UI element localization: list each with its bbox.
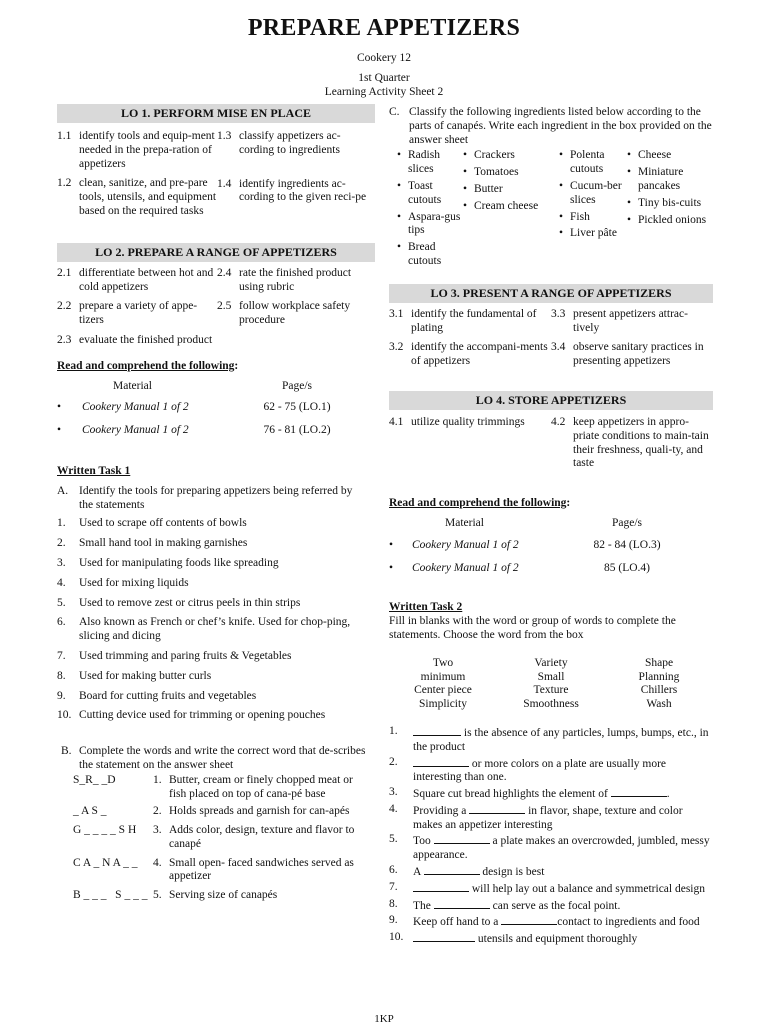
ingredient-item: • Bread cutouts xyxy=(397,241,463,269)
task2-instructions: Fill in blanks with the word or group of words to complete the statements. Choose the word from the box xyxy=(389,615,676,641)
task2-item xyxy=(389,864,713,880)
lo4-heading: LO 4. STORE APPETIZERS xyxy=(389,391,713,410)
objective-number: 3.1 xyxy=(389,307,404,320)
read2-heading xyxy=(389,497,713,511)
item-text xyxy=(413,756,713,786)
pages-cell: 62 - 75 (LO.1) xyxy=(263,401,331,414)
objective-number: 1.1 xyxy=(57,130,72,142)
word-option: Center piece xyxy=(414,684,472,697)
word-clue: _ A S _ xyxy=(73,805,107,818)
part-label: A. xyxy=(57,484,69,497)
item-text: Adds color, design, texture and flavor to canapé xyxy=(169,824,355,850)
item-text: Serving size of canapés xyxy=(169,889,278,902)
ingredient-item: • Cream cheese xyxy=(463,200,559,214)
item-text-after-blank: utensils and equipment thoroughly xyxy=(475,933,638,946)
objective-text: clean, sanitize, and pre-pare tools, utensils, and equipment based on the required tasks xyxy=(79,177,217,217)
read2-heading-text: Read and comprehend the following xyxy=(389,497,567,510)
material-name: Cookery Manual 1 of 2 xyxy=(412,538,519,551)
objective-number: 2.2 xyxy=(57,300,72,313)
objective-item xyxy=(389,341,551,369)
pages-column-header: Page/s xyxy=(611,516,643,529)
objective-item xyxy=(551,308,713,336)
part-instructions: Complete the words and write the correct word that de-scribes the statement on the answer sheet xyxy=(79,745,366,771)
item-text: Also known as French or chef’s knife. Used for chop-ping, slicing and dicing xyxy=(79,616,351,643)
sheet-line: Learning Activity Sheet 2 xyxy=(324,86,444,98)
read2-header-row xyxy=(389,517,713,531)
objective-text: evaluate the finished product xyxy=(79,333,213,346)
objective-item xyxy=(217,130,375,158)
item-text-after-blank: a plate makes an overcrowded, jumbled, messy appearance. xyxy=(413,835,710,862)
word-option: Texture xyxy=(533,684,569,697)
read1-heading-colon: : xyxy=(234,359,239,372)
ingredient-column-1 xyxy=(397,149,463,271)
objective-number: 3.4 xyxy=(551,341,566,354)
ingredient-item: • Cucum-ber slices xyxy=(559,180,627,208)
ingredient-column-2 xyxy=(463,149,559,271)
lo2-heading: LO 2. PREPARE A RANGE OF APPETIZERS xyxy=(57,243,375,262)
objective-item xyxy=(57,267,217,295)
ingredient-item: • Tomatoes xyxy=(463,166,559,180)
item-number: 2. xyxy=(153,805,162,818)
ingredient-item: • Miniature pancakes xyxy=(627,166,707,194)
read2-row xyxy=(389,539,713,553)
page-title: PREPARE APPETIZERS xyxy=(247,15,521,41)
word-option: Chillers xyxy=(640,684,678,697)
objective-text: identify the fundamental of plating xyxy=(411,307,537,334)
word-option: Shape xyxy=(644,656,674,669)
item-text: Small open- faced sandwiches served as appetizer xyxy=(169,856,354,883)
pages-cell: 82 - 84 (LO.3) xyxy=(593,538,661,551)
word-clue: S_R_ _D xyxy=(73,773,116,786)
objective-number: 4.2 xyxy=(551,415,566,428)
part-label: B. xyxy=(61,745,72,758)
task1-part-b xyxy=(57,745,375,773)
answer-blank[interactable] xyxy=(413,931,475,942)
task2-item xyxy=(389,803,713,833)
read1-heading xyxy=(57,360,375,374)
item-number: 5. xyxy=(57,596,66,609)
word-option: minimum xyxy=(420,670,466,683)
word-box xyxy=(389,657,713,712)
material-column-header: Material xyxy=(113,379,152,392)
material-column-header: Material xyxy=(445,516,484,529)
item-number: 9. xyxy=(389,914,398,927)
pages-cell: 76 - 81 (LO.2) xyxy=(263,424,331,437)
part-instructions: Identify the tools for preparing appetizers being referred by the statements xyxy=(79,484,353,511)
item-text-before-blank: A xyxy=(413,866,424,879)
objective-text: follow workplace safety procedure xyxy=(239,300,351,327)
objective-number: 2.4 xyxy=(217,266,232,279)
read2-row xyxy=(389,562,713,576)
answer-blank[interactable] xyxy=(469,803,525,814)
read2-heading-colon: : xyxy=(566,497,571,510)
pages-cell: 85 (LO.4) xyxy=(604,561,650,574)
item-number: 6. xyxy=(389,864,398,877)
word-option: Small xyxy=(537,670,565,683)
objective-text: identify the accompani-ments of appetizers xyxy=(411,341,548,368)
answer-blank[interactable] xyxy=(413,725,461,736)
item-number: 2. xyxy=(57,537,66,550)
objective-item xyxy=(551,416,713,471)
item-text-after-blank: in flavor, shape, texture and color makes an appetizer interesting xyxy=(413,804,683,831)
objective-number: 3.3 xyxy=(551,307,566,320)
partb-item xyxy=(57,774,375,802)
item-text xyxy=(413,931,713,947)
partb-item xyxy=(57,805,375,819)
item-text xyxy=(413,881,713,897)
lo3-heading: LO 3. PRESENT A RANGE OF APPETIZERS xyxy=(389,284,713,303)
answer-blank[interactable] xyxy=(413,881,469,892)
item-number: 1. xyxy=(389,724,398,737)
item-number: 3. xyxy=(153,824,162,837)
lo1-left xyxy=(57,130,217,225)
part-instructions: Classify the following ingredients listed below according to the parts of canapés. Write each ingredient in the box provided on the answer sheet xyxy=(409,106,712,146)
task1-heading: Written Task 1 xyxy=(57,464,131,477)
item-number: 6. xyxy=(57,616,66,629)
lo2-left xyxy=(57,267,217,354)
item-text: Used for mixing liquids xyxy=(79,576,189,589)
item-text-before-blank: Too xyxy=(413,835,434,848)
task1-item xyxy=(57,616,375,644)
pages-column-header: Page/s xyxy=(281,379,313,392)
answer-blank[interactable] xyxy=(611,786,667,797)
ingredient-item: • Cheese xyxy=(627,149,707,163)
item-text xyxy=(413,898,713,914)
word-option: Wash xyxy=(646,698,672,711)
objective-text: identify tools and equip-ment needed in the prepa-ration of appetizers xyxy=(79,130,215,170)
item-text: Holds spreads and garnish for can-apés xyxy=(169,805,350,818)
objective-number: 3.2 xyxy=(389,341,404,354)
item-number: 10. xyxy=(389,931,404,944)
word-option: Variety xyxy=(534,656,568,669)
word-clue: G _ _ _ _ S H xyxy=(73,824,137,837)
item-text xyxy=(413,864,713,880)
item-text: Used for making butter curls xyxy=(79,669,212,682)
lo1-objectives xyxy=(57,130,375,225)
item-number: 4. xyxy=(57,576,66,589)
objective-item xyxy=(389,308,551,336)
task1-items xyxy=(57,517,375,723)
ingredient-column-3 xyxy=(559,149,627,271)
objective-number: 1.4 xyxy=(217,177,232,190)
part-c xyxy=(389,106,713,147)
objective-item xyxy=(57,177,217,218)
task1-item xyxy=(57,650,375,664)
task2-item xyxy=(389,756,713,786)
material-cell: • Cookery Manual 1 of 2 xyxy=(57,401,189,414)
task2-item xyxy=(389,898,713,914)
objective-text: differentiate between hot and cold appetizers xyxy=(79,266,214,293)
partb-item xyxy=(57,889,375,903)
item-text xyxy=(413,803,713,833)
objective-text: rate the finished product using rubric xyxy=(239,266,352,293)
item-text xyxy=(413,914,713,930)
lo2-objectives xyxy=(57,267,375,354)
partb-item xyxy=(57,824,375,852)
objective-text: prepare a variety of appe-tizers xyxy=(79,300,198,327)
task2-item xyxy=(389,931,713,947)
item-text: Butter, cream or finely chopped meat or fish placed on top of cana-pé base xyxy=(169,773,353,800)
item-text-after-blank: will help lay out a balance and symmetrical design xyxy=(469,882,705,895)
lo3-left xyxy=(389,308,551,375)
item-number: 1. xyxy=(57,517,66,530)
task2-item xyxy=(389,725,713,755)
item-text xyxy=(413,725,713,755)
item-number: 9. xyxy=(57,689,66,702)
lo4-objectives xyxy=(389,416,713,477)
item-text-before-blank: Providing a xyxy=(413,804,470,817)
material-name: Cookery Manual 1 of 2 xyxy=(412,561,519,574)
item-text: Cutting device used for trimming or opening pouches xyxy=(79,709,326,722)
item-text-before-blank: Keep off hand to a xyxy=(413,916,502,929)
item-text-before-blank: Square cut bread highlights the element of xyxy=(413,788,611,801)
objective-number: 2.3 xyxy=(57,333,72,346)
partb-item xyxy=(57,857,375,885)
item-number: 10. xyxy=(57,709,72,722)
item-number: 3. xyxy=(389,786,398,799)
ingredient-item: • Radish slices xyxy=(397,149,463,177)
item-number: 1. xyxy=(153,773,162,786)
material-cell: • Cookery Manual 1 of 2 xyxy=(389,561,519,574)
read1-row xyxy=(57,401,375,415)
lo4-left xyxy=(389,416,551,477)
objective-item xyxy=(57,130,217,171)
ingredient-columns xyxy=(389,149,713,271)
item-text-after-blank: . xyxy=(666,788,670,801)
left-column xyxy=(57,104,375,908)
item-text: Used for manipulating foods like spreading xyxy=(79,556,279,569)
objective-item xyxy=(389,416,551,430)
item-text-after-blank: is the absence of any particles, lumps, bumps, etc., in the product xyxy=(413,726,709,753)
subject-line: Cookery 12 xyxy=(357,52,411,64)
task1-item xyxy=(57,577,375,591)
material-cell: • Cookery Manual 1 of 2 xyxy=(389,538,519,551)
item-text: Used trimming and paring fruits & Vegetables xyxy=(79,649,292,662)
item-text: Used to scrape off contents of bowls xyxy=(79,517,247,530)
read1-heading-text: Read and comprehend the following xyxy=(57,359,235,372)
objective-item xyxy=(57,300,217,328)
task1-item xyxy=(57,537,375,551)
task1-item xyxy=(57,670,375,684)
objective-text: present appetizers attrac-tively xyxy=(573,307,688,334)
item-text-after-blank: design is best xyxy=(479,866,545,879)
item-text-before-blank: The xyxy=(413,899,434,912)
item-text xyxy=(413,833,713,863)
ingredient-item: • Pickled onions xyxy=(627,214,707,228)
objective-number: 1.3 xyxy=(217,130,232,142)
task1-item xyxy=(57,690,375,704)
item-text: Small hand tool in making garnishes xyxy=(79,537,248,550)
material-name: Cookery Manual 1 of 2 xyxy=(82,401,189,414)
lo1-right xyxy=(217,130,375,225)
objective-text: keep appetizers in appro-priate conditions to main-tain their freshness, quali-ty, and taste xyxy=(573,415,709,470)
task1-item xyxy=(57,517,375,531)
objective-number: 2.5 xyxy=(217,300,232,313)
material-name: Cookery Manual 1 of 2 xyxy=(82,424,189,437)
ingredient-item: • Aspara-gus tips xyxy=(397,211,463,239)
item-number: 3. xyxy=(57,556,66,569)
task2-items xyxy=(389,725,713,947)
item-text xyxy=(413,786,713,802)
item-number: 5. xyxy=(153,889,162,902)
item-text: Used to remove zest or citrus peels in thin strips xyxy=(79,596,301,609)
objective-text: identify ingredients ac-cording to the given reci-pe xyxy=(239,177,367,204)
item-number: 7. xyxy=(57,649,66,662)
item-number: 5. xyxy=(389,833,398,846)
part-label: C. xyxy=(389,106,400,118)
answer-blank[interactable] xyxy=(413,756,469,767)
answer-blank[interactable] xyxy=(424,864,480,875)
objective-item xyxy=(551,341,713,369)
item-text-after-blank: contact to ingredients and food xyxy=(557,916,700,929)
objective-item xyxy=(217,267,375,295)
task1-item xyxy=(57,597,375,611)
page-footer: 1KP xyxy=(374,1013,394,1025)
ingredient-item: • Fish xyxy=(559,211,627,225)
answer-blank[interactable] xyxy=(434,898,490,909)
objective-text: utilize quality trimmings xyxy=(411,415,525,428)
objective-number: 4.1 xyxy=(389,415,404,428)
word-option: Planning xyxy=(638,670,680,683)
item-text-after-blank: can serve as the focal point. xyxy=(489,899,621,912)
ingredient-column-4 xyxy=(627,149,707,271)
ingredient-item: • Butter xyxy=(463,183,559,197)
word-option: Two xyxy=(432,656,454,669)
task2-item xyxy=(389,833,713,863)
right-column xyxy=(389,106,713,948)
lo1-heading: LO 1. PERFORM MISE EN PLACE xyxy=(57,104,375,123)
item-number: 4. xyxy=(389,802,398,815)
task2-item xyxy=(389,881,713,897)
objective-number: 2.1 xyxy=(57,266,72,279)
task2-heading: Written Task 2 xyxy=(389,601,463,614)
ingredient-item: • Crackers xyxy=(463,149,559,163)
word-option: Smoothness xyxy=(523,698,579,711)
task2-item xyxy=(389,914,713,930)
material-cell: • Cookery Manual 1 of 2 xyxy=(57,424,189,437)
ingredient-item: • Polenta cutouts xyxy=(559,149,627,177)
lo3-objectives xyxy=(389,308,713,375)
item-number: 2. xyxy=(389,755,398,768)
item-text: Board for cutting fruits and vegetables xyxy=(79,689,257,702)
word-clue: B _ _ _ S _ _ _ xyxy=(73,889,148,902)
item-number: 7. xyxy=(389,880,398,893)
word-clue: C A _ N A _ _ xyxy=(73,856,138,869)
quarter-line: 1st Quarter xyxy=(358,72,410,84)
ingredient-item: • Tiny bis-cuits xyxy=(627,197,707,211)
objective-text: classify appetizers ac-cording to ingredients xyxy=(239,130,341,156)
word-option: Simplicity xyxy=(419,698,467,711)
lo2-right xyxy=(217,267,375,354)
task2-item xyxy=(389,786,713,802)
lo3-right xyxy=(551,308,713,375)
objective-item xyxy=(217,300,375,328)
task1-item xyxy=(57,709,375,723)
read1-row xyxy=(57,424,375,438)
objective-number: 1.2 xyxy=(57,177,72,190)
item-number: 8. xyxy=(57,669,66,682)
item-number: 4. xyxy=(153,856,162,869)
item-text-after-blank: or more colors on a plate are usually more interesting than one. xyxy=(413,757,667,784)
objective-item xyxy=(57,334,217,348)
partb-items xyxy=(57,774,375,903)
task1-part-a xyxy=(57,485,375,513)
ingredient-item: • Liver pâte xyxy=(559,227,627,241)
lo4-right xyxy=(551,416,713,477)
objective-item xyxy=(217,178,375,206)
task1-item xyxy=(57,557,375,571)
read1-header-row xyxy=(57,380,375,394)
item-number: 8. xyxy=(389,897,398,910)
objective-text: observe sanitary practices in presenting appetizers xyxy=(573,341,704,368)
ingredient-item: • Toast cutouts xyxy=(397,180,463,208)
answer-blank[interactable] xyxy=(501,914,557,925)
answer-blank[interactable] xyxy=(434,833,490,844)
